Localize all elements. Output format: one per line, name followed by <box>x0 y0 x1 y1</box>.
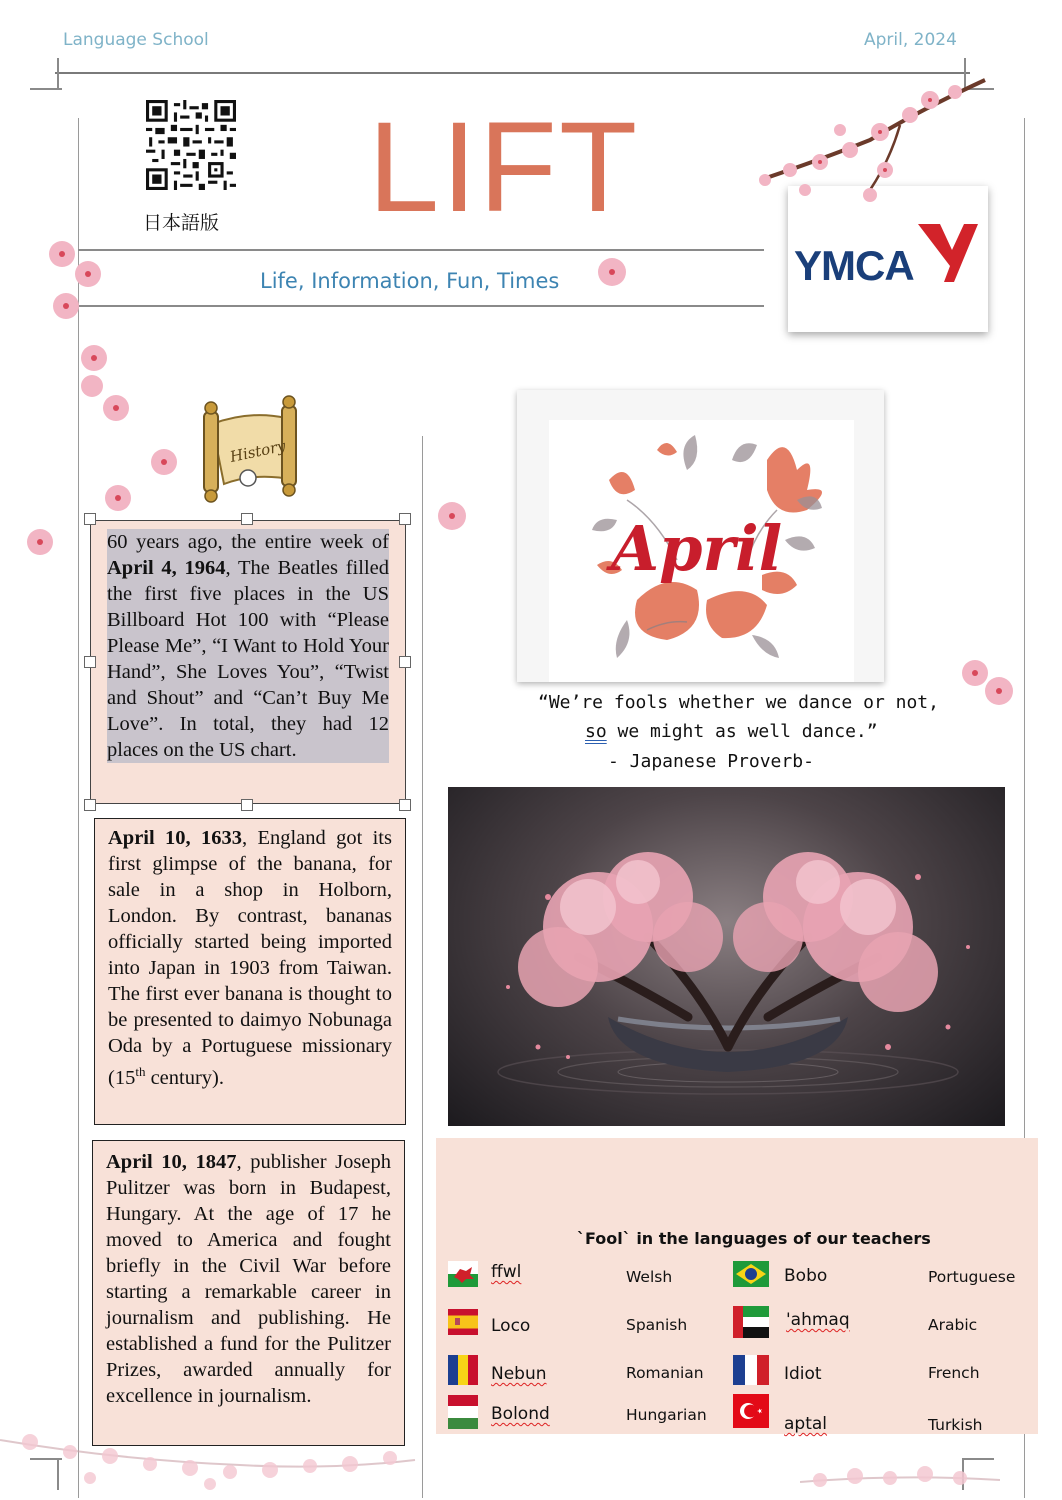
resize-handle[interactable] <box>84 656 96 668</box>
fool-language: French <box>928 1364 980 1382</box>
resize-handle[interactable] <box>399 799 411 811</box>
crop-mark <box>57 58 59 90</box>
fool-language: Turkish <box>928 1416 983 1434</box>
article-1964-text: 60 years ago, the entire week of April 4, 1964, The Beatles filled the first five places in the US Billboard Hot 100 with “Please Please Me”, “I Want to Hold Your Hand”, She Loves You”, “Twist and Shout” and “Can’t Buy Me Love”. In total, they had 12 places on the US chart. <box>107 531 389 761</box>
proverb-line-2: so we might as well dance.” <box>585 721 878 742</box>
resize-handle[interactable] <box>399 656 411 668</box>
fool-word: ffwl <box>491 1262 522 1282</box>
blossom-decoration <box>592 256 632 296</box>
fool-word: 'ahmaq <box>786 1310 850 1330</box>
fool-language: Welsh <box>626 1268 673 1286</box>
fool-word: Bolond <box>491 1404 550 1424</box>
april-art-word: April <box>611 512 783 585</box>
fool-language: Arabic <box>928 1316 978 1334</box>
resize-handle[interactable] <box>241 799 253 811</box>
wales-flag-icon <box>448 1261 478 1287</box>
article-box-1847 <box>92 1140 405 1446</box>
article-1847-date: April 10, 1847 <box>106 1151 237 1173</box>
fool-language: Hungarian <box>626 1406 707 1424</box>
fool-word: Nebun <box>491 1364 547 1384</box>
subtitle-rule-bottom <box>78 305 764 307</box>
proverb-source: - Japanese Proverb- <box>608 751 814 772</box>
fool-word: Bobo <box>784 1266 828 1286</box>
qr-caption: 日本語版 <box>143 212 220 234</box>
fool-word: Loco <box>491 1316 531 1336</box>
blossom-decoration <box>955 655 1025 715</box>
fool-word: aptal <box>784 1414 828 1434</box>
turkey-flag-icon <box>733 1394 769 1428</box>
france-flag-icon <box>733 1355 769 1385</box>
resize-handle[interactable] <box>399 513 411 525</box>
history-scroll-icon <box>190 384 320 514</box>
article-1633-date: April 10, 1633 <box>108 827 242 849</box>
blossom-decoration <box>150 440 190 480</box>
article-1633-text: April 10, 1633, England got its first glimpse of the banana, for sale in a shop in Holborn, London. By contrast, bananas officially started being imported into Japan in 1903 from Taiwan. The first ever banana is thought to be presented to daimyo Nobunaga Oda by a Portuguese missionary (15th century). <box>108 827 392 1089</box>
romania-flag-icon <box>448 1355 478 1385</box>
cherry-blossoms-left-decoration <box>20 230 150 570</box>
hungary-flag-icon <box>448 1395 478 1429</box>
brazil-flag-icon <box>733 1261 769 1287</box>
april-artwork <box>517 390 884 682</box>
cherry-branch-decoration <box>720 70 990 220</box>
fool-word: Idiot <box>784 1364 822 1384</box>
ymca-y-icon <box>918 220 980 286</box>
fool-language: Romanian <box>626 1364 704 1382</box>
article-box-1633 <box>94 818 406 1125</box>
crop-mark <box>30 88 62 90</box>
qr-code[interactable] <box>146 100 236 190</box>
cherry-branch-bottom-right-decoration <box>800 1456 1000 1500</box>
fool-language: Spanish <box>626 1316 688 1334</box>
resize-handle[interactable] <box>241 513 253 525</box>
column-divider <box>422 436 423 1498</box>
spain-flag-icon <box>448 1309 478 1335</box>
blossom-decoration <box>434 498 474 538</box>
cherry-blossom-photo <box>448 787 1005 1126</box>
svg-text:History: History <box>228 436 288 466</box>
cherry-branch-bottom-left-decoration <box>0 1420 420 1500</box>
resize-handle[interactable] <box>84 799 96 811</box>
page-title: LIFT <box>368 96 640 239</box>
proverb-line-1: “We’re fools whether we dance or not, <box>538 692 939 713</box>
fool-language: Portuguese <box>928 1268 1016 1286</box>
header-left: Language School <box>63 30 209 50</box>
uae-flag-icon <box>733 1306 769 1338</box>
subtitle: Life, Information, Fun, Times <box>260 269 560 293</box>
subtitle-rule-top <box>78 249 764 251</box>
header-right: April, 2024 <box>864 30 957 50</box>
article-1964-date: April 4, 1964 <box>107 557 226 579</box>
fool-table-title: `Fool` in the languages of our teachers <box>577 1229 931 1248</box>
article-1847-text: April 10, 1847, publisher Joseph Pulitzer was born in Budapest, Hungary. At the age of 17 he moved to America and fought briefly in the Civil War before starting a remarkable career in journalism and publishing. He established a fund for the Pulitzer Prizes, awarded annually for excellence in journalism. <box>106 1151 391 1407</box>
ymca-logo-text: YMCA <box>794 242 914 289</box>
